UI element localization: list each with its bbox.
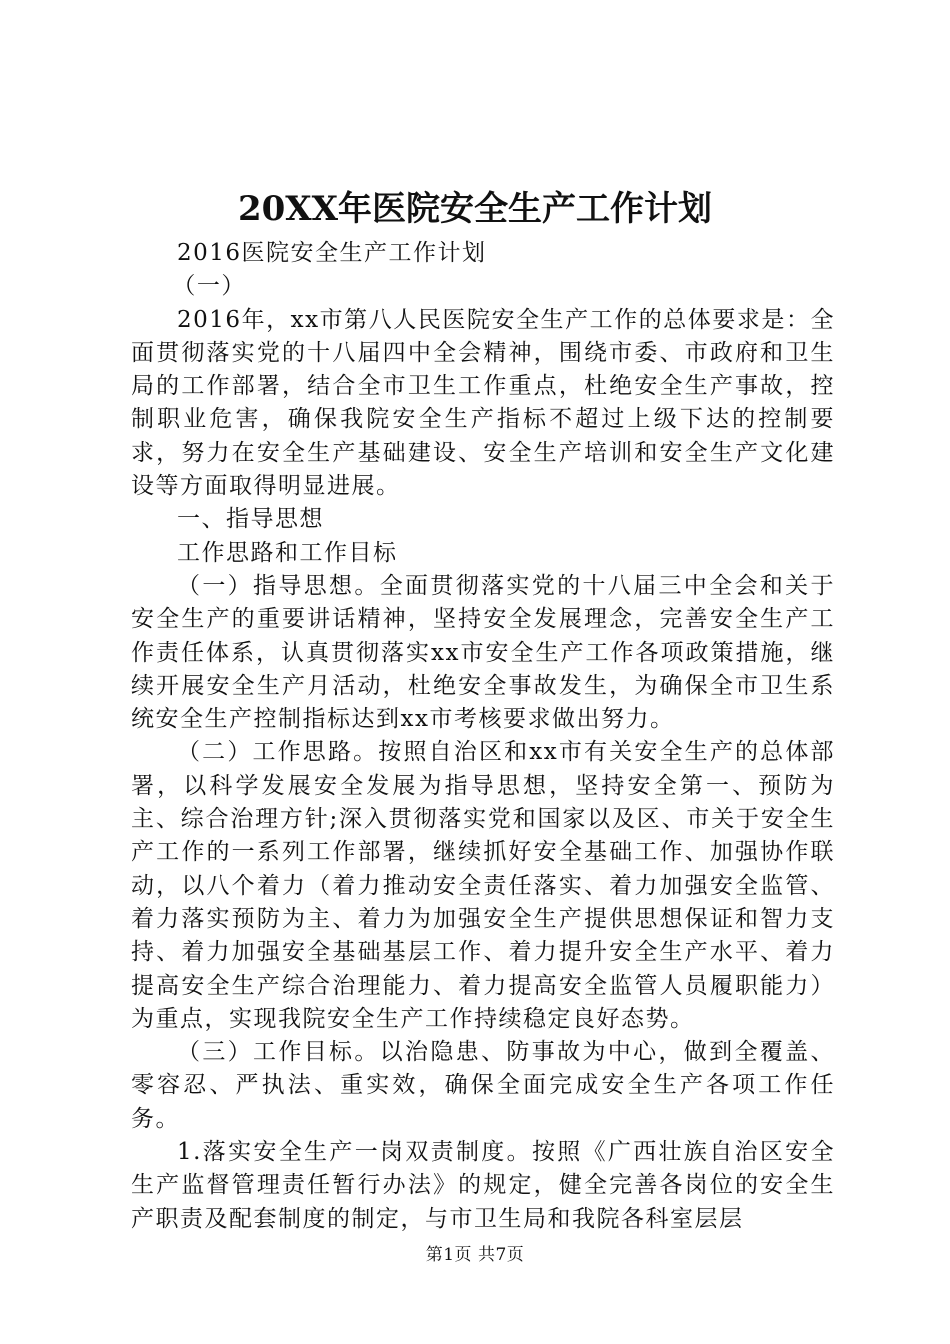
- body-paragraph: 1.落实安全生产一岗双责制度。按照《广西壮族自治区安全生产监督管理责任暂行办法》的规定，健全完善各岗位的安全生产职责及配套制度的制定，与市卫生局和我院各科室层层: [131, 1139, 835, 1232]
- body-paragraph: （一）指导思想。全面贯彻落实党的十八届三中全会和关于安全生产的重要讲话精神，坚持安全发展理念，完善安全生产工作责任体系，认真贯彻落实xx市安全生产工作各项政策措施，继续开展安全生产月活动，杜绝安全事故发生，为确保全市卫生系统安全生产控制指标达到xx市考核要求做出努力。: [131, 572, 835, 733]
- document-title: 20XX年医院安全生产工作计划: [237, 189, 713, 229]
- body-paragraph: （三）工作目标。以治隐患、防事故为中心，做到全覆盖、零容忍、严执法、重实效，确保全面完成安全生产各项工作任务。: [131, 1039, 835, 1132]
- body-paragraph: （二）工作思路。按照自治区和xx市有关安全生产的总体部署，以科学发展安全发展为指导思想，坚持安全第一、预防为主、综合治理方针;深入贯彻落实党和国家以及区、市关于安全生产工作的一系列工作部署，继续抓好安全基础工作、加强协作联动，以八个着力（着力推动安全责任落实、着力加强安全监管、着力落实预防为主、着力为加强安全生产提供思想保证和智力支持、着力加强安全基础基层工作、着力提升安全生产水平、着力提高安全生产综合治理能力、着力提高安全监管人员履职能力）为重点，实现我院安全生产工作持续稳定良好态势。: [131, 739, 835, 1032]
- document-body: [131, 237, 835, 1236]
- body-paragraph: 2016年，xx市第八人民医院安全生产工作的总体要求是：全面贯彻落实党的十八届四中全会精神，围绕市委、市政府和卫生局的工作部署，结合全市卫生工作重点，杜绝安全生产事故，控制职业危害，确保我院安全生产指标不超过上级下达的控制要求，努力在安全生产基础建设、安全生产培训和安全生产文化建设等方面取得明显进展。: [131, 306, 835, 500]
- section-marker-paragraph: （一）: [172, 273, 246, 300]
- section-heading: 工作思路和工作目标: [177, 539, 398, 566]
- section-heading: 一、指导思想: [177, 506, 324, 533]
- subtitle-paragraph: 2016医院安全生产工作计划: [177, 240, 487, 266]
- page-footer: 第1页 共7页: [425, 1245, 525, 1265]
